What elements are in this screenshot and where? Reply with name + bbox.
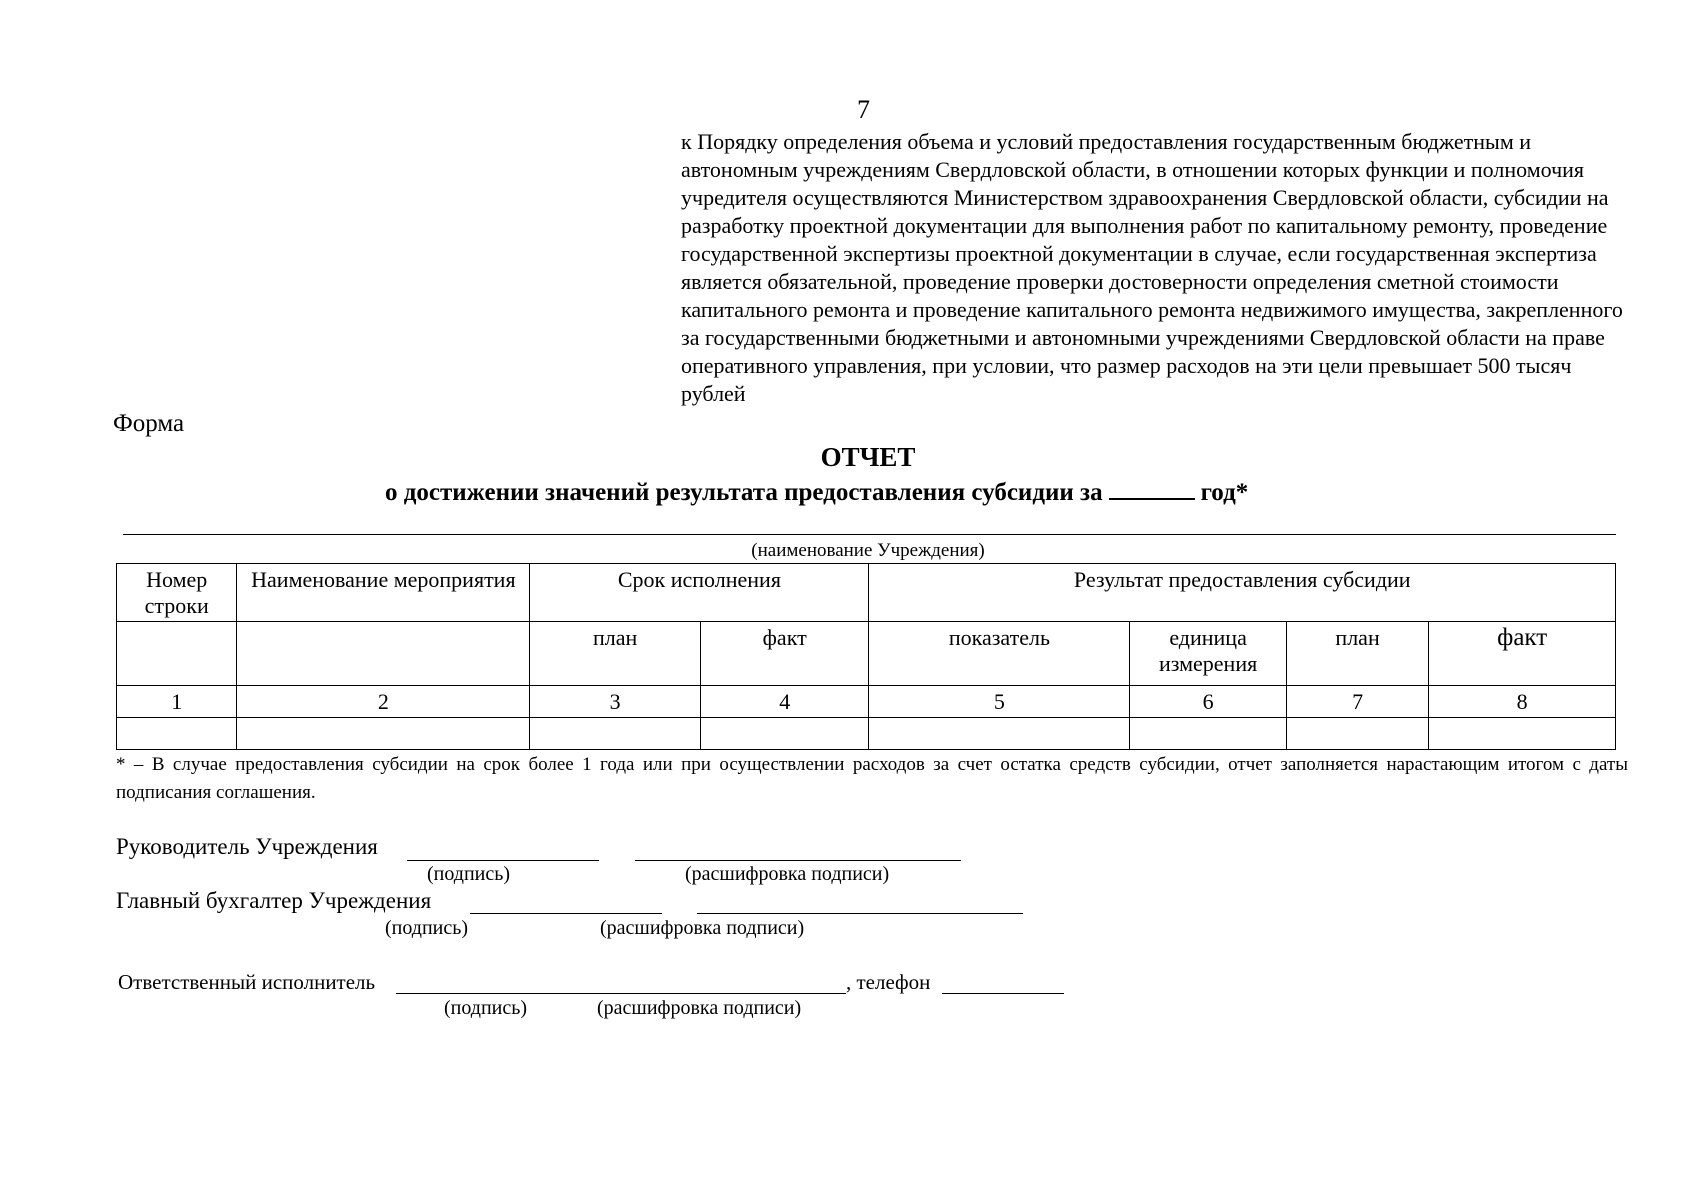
subheader-fact: факт: [700, 622, 869, 686]
form-label: Форма: [113, 410, 185, 437]
institution-name-line: [123, 534, 1616, 535]
head-signature-line: [407, 860, 599, 861]
accountant-decoding-caption: (расшифровка подписи): [600, 917, 805, 939]
header-deadline: Срок исполнения: [530, 564, 869, 622]
footnote: * – В случае предоставления субсидии на срок более 1 года или при осуществлении расходов за счет остатка средств субсидии, отчет заполняется нарастающим итогом с даты подписания соглашения.: [116, 754, 1628, 803]
header-event-name: Наименование мероприятия: [237, 564, 530, 622]
empty-cell: [1429, 718, 1616, 750]
table-subheader-row: [117, 622, 1616, 686]
head-label: Руководитель Учреждения: [116, 834, 378, 859]
empty-cell: [237, 718, 530, 750]
executor-label: Ответственный исполнитель: [118, 970, 376, 994]
executor-decoding-caption: (расшифровка подписи): [597, 997, 802, 1019]
col-number-4: 4: [700, 686, 869, 718]
accountant-decoding-line: [697, 913, 1023, 914]
report-title: ОТЧЕТ: [820, 442, 916, 472]
table-header-row: [117, 564, 1616, 622]
col-number-8: 8: [1429, 686, 1616, 718]
executor-line: [396, 993, 846, 994]
subtitle-text: о достижении значений результата предоставления субсидии за: [385, 479, 1103, 506]
subheader-unit: единица измерения: [1130, 622, 1287, 686]
accountant-signature-line: [470, 913, 662, 914]
table-empty-row: [117, 718, 1616, 750]
empty-cell: [117, 718, 237, 750]
header-row-number: Номер строки: [117, 564, 237, 622]
col-number-6: 6: [1130, 686, 1287, 718]
empty-cell: [1286, 718, 1428, 750]
col-number-5: 5: [869, 686, 1130, 718]
head-signature-caption: (подпись): [427, 863, 511, 885]
empty-cell: [1130, 718, 1287, 750]
page-number: 7: [857, 95, 870, 124]
subheader-plan: план: [530, 622, 701, 686]
appendix-header: к Порядку определения объема и условий предоставления государственным бюджетным и автономным учреждениям Свердловской области, в отношении которых функции и полномочия учредителя осуществляются Министерством здравоохранения Свердловской области, субсидии на разработку проектной документации для выполнения работ по капитальному ремонту, проведение государственной экспертизы проектной документации в случае, если государственная экспертиза является обязательной, проведение проверки достоверности определения сметной стоимости капитального ремонта и проведение капитального ремонта недвижимого имущества, закрепленного за государственными бюджетными и автономными учреждениями Свердловской области на праве оперативного управления, при условии, что размер расходов на эти цели превышает 500 тысяч рублей: [681, 129, 1623, 406]
head-decoding-line: [635, 860, 961, 861]
header-result: Результат предоставления субсидии: [869, 564, 1616, 622]
accountant-signature-caption: (подпись): [385, 917, 469, 939]
empty-cell: [530, 718, 701, 750]
phone-line: [942, 993, 1064, 994]
executor-signature-caption: (подпись): [444, 997, 528, 1019]
subheader-indicator: показатель: [869, 622, 1130, 686]
subheader-result-fact: факт: [1429, 622, 1616, 686]
empty-cell: [869, 718, 1130, 750]
subtitle-year-suffix: год*: [1200, 479, 1249, 506]
report-table: [116, 563, 1616, 750]
year-blank: [1109, 478, 1195, 500]
phone-label: , телефон: [846, 970, 931, 994]
institution-caption: (наименование Учреждения): [751, 540, 985, 561]
col-number-7: 7: [1286, 686, 1428, 718]
accountant-label: Главный бухгалтер Учреждения: [116, 888, 432, 913]
col-number-2: 2: [237, 686, 530, 718]
subheader-empty-1: [117, 622, 237, 686]
col-number-1: 1: [117, 686, 237, 718]
subheader-empty-2: [237, 622, 530, 686]
col-number-3: 3: [530, 686, 701, 718]
head-decoding-caption: (расшифровка подписи): [685, 863, 890, 885]
report-subtitle: [385, 478, 1248, 507]
table-number-row: [117, 686, 1616, 718]
empty-cell: [700, 718, 869, 750]
subheader-result-plan: план: [1286, 622, 1428, 686]
